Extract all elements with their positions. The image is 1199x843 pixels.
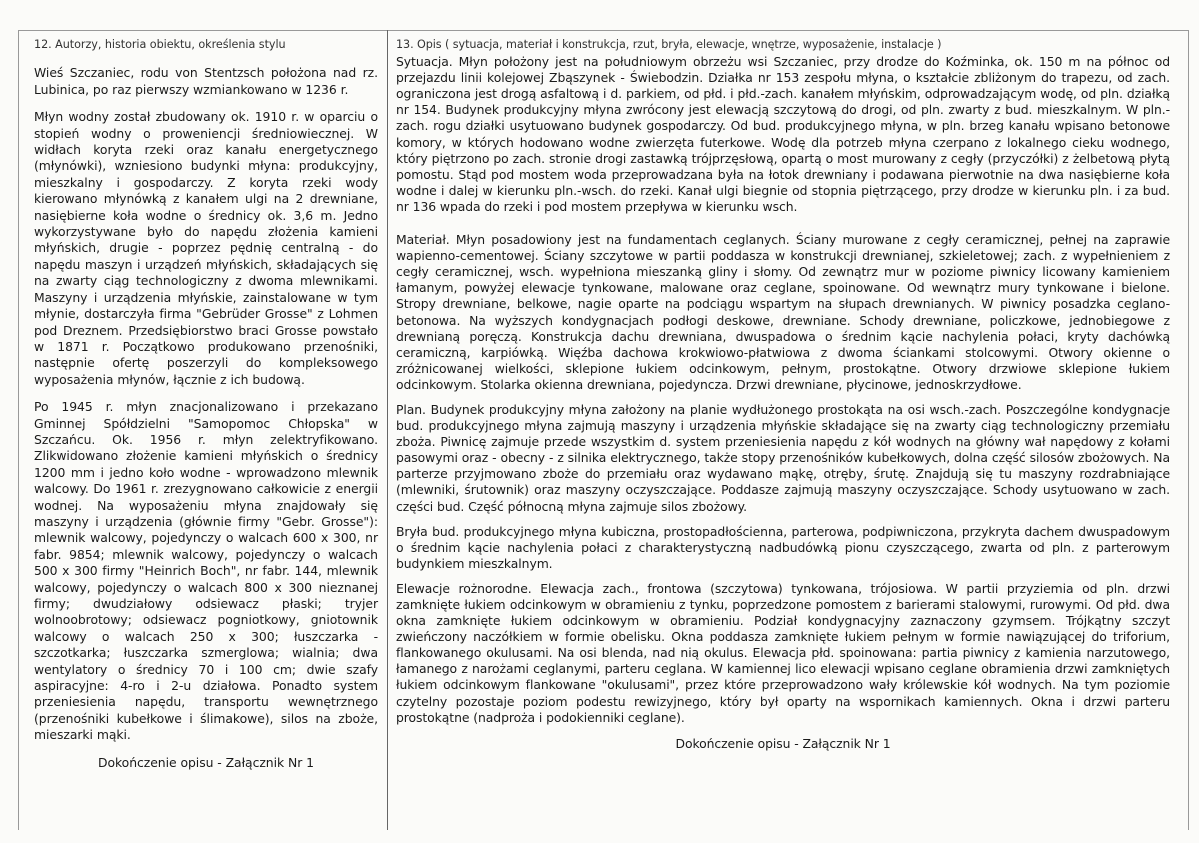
section-term: Sytuacja.: [396, 54, 453, 70]
section-material: [396, 232, 1170, 393]
section-elevations: [396, 581, 1170, 726]
history-column: [34, 37, 378, 771]
history-footer-note: Dokończenie opisu - Załącznik Nr 1: [97, 754, 315, 770]
history-heading: 12. Autorzy, historia obiektu, określenia stylu: [34, 38, 286, 51]
section-term: Plan.: [396, 401, 426, 417]
section-text: bud. produkcyjnego młyna kubiczna, prostopadłościenna, parterowa, podpiwniczona, przykryta dachem dwuspadowym o średnim kącie nachylenia połaci z charakterystyczną nadbudówką pionu czyszczącego, zwarta od pln. z parterowym budynkiem mieszkalnym.: [396, 523, 1170, 571]
history-paragraph: Po 1945 r. młyn znacjonalizowano i przekazano Gminnej Spółdzielni "Samopomoc Chłopska" w Szczańcu. Ok. 1956 r. młyn zelektryfikowano. Zlikwidowano złożenie kamieni młyńskich o średnicy 1200 mm i jedno koło wodne - wprowadzono mlewnik walcowy. Do 1961 r. zrezygnowano całkowicie z energii wodnej. Na wyposażeniu młyna znajdowały się maszyny i urządzenia (głównie firmy "Gebr. Grosse"): mlewnik walcowy, pojedynczy o walcach 600 x 300, nr fabr. 9854; mlewnik walcowy, pojedynczy o walcach 500 x 300 firmy "Heinrich Boch", nr fabr. 144, mlewnik walcowy, pojedynczy o walcach 800 x 300 nieznanej firmy; dwudziałowy odsiewacz płaski; tryjer wolnoobrotowy; odsiewacz pogniotkowy, gniotownik walcowy o walcach 250 x 300; łuszczarka - szczotkarka; łuszczarka szmerglowa; wialnia; dwa wentylatory o średnicy 70 i 100 cm; dwie szafy aspiracyjne: 4-ro i 2-u działowa. Ponadto system przeniesienia napędu, transportu wewnętrznego (przenośniki kubełkowe i ślimakowe), silos na zboże, mieszarki mąki.: [34, 399, 378, 743]
history-paragraph: Wieś Szczaniec, rodu von Stentzsch położona nad rz. Lubinica, po raz pierwszy wzmiankowano w 1236 r.: [34, 65, 378, 97]
history-paragraph: Młyn wodny został zbudowany ok. 1910 r. w oparciu o stopień wodny o proweniencji średniowiecznej. W widłach koryta rzeki oraz kanału energetycznego (młynówki), wzniesiono budynki młyna: produkcyjny, mieszkalny i gospodarczy. Z koryta rzeki wody kierowano młynówką z kanałem ulgi na 2 drewniane, nasiębierne koła wodne o średnicy ok. 3,6 m. Jedno wykorzystywane było do napędu złożenia kamieni młyńskich, drugie - poprzez pędnię centralną - do napędu maszyn i urządzeń młyńskich, składających się na zwarty ciąg technologiczny z dwoma mlewnikami. Maszyny i urządzenia młyńskie, zainstalowane w tym młynie, dostarczyła firma "Gebrüder Grosse" z Lohmen pod Dreznem. Przedsiębiorstwo braci Grosse powstało w 1871 r. Początkowo produkowano przenośniki, następnie ofertę poszerzyli do kompleksowego wyposażenia młynów, łącznie z ich budową.: [34, 109, 378, 387]
column-divider: [387, 30, 388, 830]
section-term: Materiał.: [396, 232, 450, 248]
frame-top-border: [18, 30, 1188, 31]
section-text: Młyn położony jest na południowym obrzeżu wsi Szczaniec, przy drodze do Koźminka, ok. 150 m na północ od przejazdu linii kolejowej Zbąszynek - Świebodzin. Działka nr 153 zespołu młyna, o kształcie zbliżonym do trapezu, od zach. ograniczona jest drogą asfaltową i d. parkiem, od płd. i płd.-zach. kanałem młyńskim, odprowadzającym wodę, od pln. działką nr 154. Budynek produkcyjny młyna zwrócony jest elewacją szczytową do drogi, od pln. zwarty z bud. mieszkalnym. W pln.-zach. rogu działki usytuowano budynek gospodarczy. Od bud. produkcyjnego młyna, w pln. brzeg kanału wpisano betonowe komory, w których hodowano wodne zwierzęta futerkowe. Wodę dla potrzeb młyna czerpano z lokalnego cieku wodnego, który piętrzono po zach. stronie drogi zastawką trójprzęsłową, opartą o most murowany z cegły (przyczółki) z żelbetową płytą pomostu. Stąd pod mostem woda przeprowadzana była na łotok drewniany i podawana pierwotnie na dwa nasiębierne koła wodne i dalej w kierunku pln.-wsch. do rzeki. Kanał ulgi biegnie od stopnia piętrzącego, przy drodze w kierunku pln. i za bud. nr 136 wpada do rzeki i pod mostem przepływa w kierunku wsch.: [396, 54, 1170, 214]
section-term: Bryła: [396, 523, 428, 539]
section-massing: [396, 524, 1170, 572]
section-text: rożnorodne. Elewacja zach., frontowa (szczytowa) tynkowana, trójosiowa. W partii przyziemia od pln. drzwi zamknięte łukiem odcinkowym w obramieniu z tynku, poprzedzone pomostem z barierami stalowymi, rurowymi. Od płd. dwa okna zamknięte łukiem odcinkowym w obramieniu. Podział kondygnacyjny zaznaczony gzymsem. Trójkątny szczyt zwieńczony naczółkiem w formie obelisku. Okna poddasza zamknięte łukiem pełnym w formie nawiązującej do triforium, flankowanego okulusami. Na osi blenda, nad nią okulus. Elewacja płd. spoinowana: partia piwnicy z kamienia narzutowego, łamanego z narożami ceglanymi, parteru ceglana. W kamiennej lico elewacji wpisano ceglane obramienia drzwi zamkniętych łukiem odcinkowym flankowane "okulusami", przez które przeprowadzono wały królewskie kół wodnych. Na tym poziomie czytelny pozostaje poziom podestu rewizyjnego, który był oparty na wspornikach kamiennych. Okna i drzwi parteru prostokątne (nadproża i podokienniki ceglane).: [396, 580, 1170, 725]
section-text: Młyn posadowiony jest na fundamentach ceglanych. Ściany murowane z cegły ceramicznej, pełnej na zaprawie wapienno-cementowej. Ściany szczytowe w partii poddasza w konstrukcji drewnianej, szkieletowej; zach. z wypełnieniem z cegły ceramicznej, wsch. wypełniona mieszanką gliny i słomy. Od zewnątrz mur w poziome piwnicy licowany kamieniem łamanym, powyżej elewacje tynkowane, malowane oraz ceglane, spoinowane. Od wewnątrz mury tynkowane i bielone. Stropy drewniane, belkowe, nagie oparte na podciągu wspartym na słupach drewnianych. W piwnicy posadzka ceglano-betonowa. Na wyższych kondygnacjach podłogi deskowe, drewniane. Schody drewniane, policzkowe, jednobiegowe z drewnianą poręczą. Konstrukcja dachu drewniana, dwuspadowa o średnim kącie nachylenia połaci, kryty dachówką ceramiczną, karpiówką. Więźba dachowa krokwiowo-płatwiowa z dwoma ściankami stolcowymi. Otwory okienne o zróżnicowanej wielkości, sklepione łukiem odcinkowym, pełnym, prostokątne. Otwory drzwiowe sklepione łukiem odcinkowym. Stolarka okienna drewniana, pojedyncza. Drzwi drewniane, płycinowe, jednoskrzydłowe.: [396, 232, 1170, 392]
section-situation: [396, 54, 1170, 215]
frame-left-border: [18, 30, 19, 830]
description-footer-note: Dokończenie opisu - Załącznik Nr 1: [675, 735, 891, 751]
section-text: Budynek produkcyjny młyna założony na planie wydłużonego prostokąta na osi wsch.-zach. Poszczególne kondygnacje bud. produkcyjnego młyna zajmują maszyny i urządzenia młyńskie składające się na zwarty ciąg technologiczny przemiału zboża. Piwnicę zajmuje przede wszystkim d. system przeniesienia napędu z kół wodnych na główny wał napędowy z kołami pasowymi oraz - obecny - z silnika elektrycznego, także stopy przenośników kubełkowych, dolna część silosów zbożowych. Na parterze przyjmowano zboże do przemiału oraz wydawano mąkę, otręby, śrutę. Znajdują się tu maszyny rozdrabniające (mlewniki, śrutownik) oraz maszyny oczyszczające. Poddasze zajmują maszyny oczyszczające. Schody usytuowano w zach. części bud. Część północną młyna zajmuje silos zbożowy.: [396, 401, 1170, 514]
description-column: [396, 37, 1170, 752]
section-term: Elewacje: [396, 580, 450, 596]
description-heading: 13. Opis ( sytuacja, materiał i konstrukcja, rzut, bryła, elewacje, wnętrze, wyposażenie, instalacje ): [396, 38, 942, 51]
frame-right-border: [1188, 30, 1189, 830]
section-plan: [396, 402, 1170, 515]
